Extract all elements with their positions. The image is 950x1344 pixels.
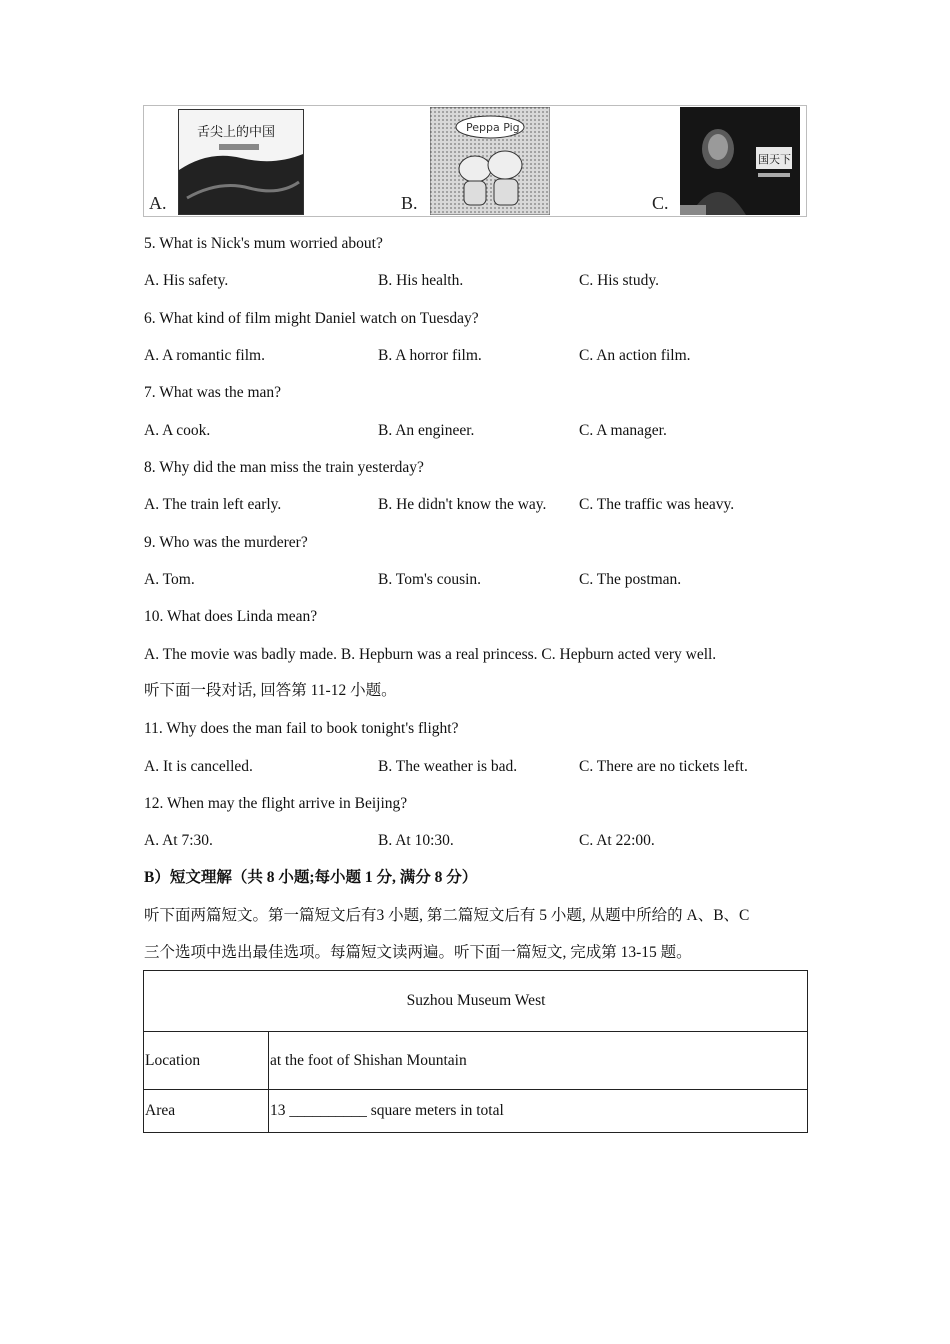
q8-option-c: C. The traffic was heavy. — [579, 496, 735, 513]
q5-option-b: B. His health. — [378, 272, 464, 289]
picture-b-letter: B. — [401, 193, 418, 213]
question-8: 8. Why did the man miss the train yesterday? — [144, 459, 424, 476]
q12-option-a: A. At 7:30. — [144, 832, 213, 849]
q7-option-a: A. A cook. — [144, 422, 211, 439]
question-7: 7. What was the man? — [144, 384, 282, 401]
q5-option-a: A. His safety. — [144, 272, 229, 289]
picture-a-caption: 舌尖上的中国 — [197, 125, 276, 140]
picture-options — [143, 105, 807, 217]
row-label-location: Location — [144, 1032, 269, 1090]
q7-option-b: B. An engineer. — [378, 422, 475, 439]
q12-option-b: B. At 10:30. — [378, 832, 454, 849]
q8-option-b: B. He didn't know the way. — [378, 496, 547, 513]
table-title: Suzhou Museum West — [144, 971, 808, 1032]
picture-a-letter: A. — [149, 193, 167, 213]
q6-option-c: C. An action film. — [579, 347, 691, 364]
q10-options-line: A. The movie was badly made. B. Hepburn was a real princess. C. Hepburn acted very well. — [144, 646, 717, 663]
picture-b-cartoon — [430, 107, 550, 215]
q11-option-a: A. It is cancelled. — [144, 758, 253, 775]
picture-a-tv-show — [178, 109, 304, 215]
q12-option-c: C. At 22:00. — [579, 832, 655, 849]
q9-option-b: B. Tom's cousin. — [378, 571, 482, 588]
section-b-heading: B）短文理解（共 8 小题;每小题 1 分, 满分 8 分） — [144, 869, 478, 886]
dialogue-instruction: 听下面一段对话, 回答第 11-12 小题。 — [144, 682, 397, 699]
section-b-instruction-1: 听下面两篇短文。第一篇短文后有3 小题, 第二篇短文后有 5 小题, 从题中所给的 A、B、C — [144, 907, 750, 924]
question-5: 5. What is Nick's mum worried about? — [144, 235, 383, 252]
q6-option-a: A. A romantic film. — [144, 347, 265, 364]
question-12: 12. When may the flight arrive in Beijing? — [144, 795, 408, 812]
q8-option-a: A. The train left early. — [144, 496, 282, 513]
question-6: 6. What kind of film might Daniel watch on Tuesday? — [144, 310, 479, 327]
table-row — [144, 1032, 808, 1090]
q9-option-c: C. The postman. — [579, 571, 682, 588]
section-b-instruction-2: 三个选项中选出最佳选项。每篇短文读两遍。听下面一篇短文, 完成第 13-15 题。 — [144, 944, 692, 961]
question-9: 9. Who was the murderer? — [144, 534, 308, 551]
q5-option-c: C. His study. — [579, 272, 659, 289]
q7-option-c: C. A manager. — [579, 422, 667, 439]
row-label-area: Area — [144, 1090, 269, 1133]
question-10: 10. What does Linda mean? — [144, 608, 318, 625]
row-value-location: at the foot of Shishan Mountain — [269, 1032, 808, 1090]
question-11: 11. Why does the man fail to book tonight's flight? — [144, 720, 459, 737]
info-table — [143, 970, 808, 1133]
q11-option-b: B. The weather is bad. — [378, 758, 518, 775]
row-value-area: 13 __________ square meters in total — [269, 1090, 808, 1133]
q6-option-b: B. A horror film. — [378, 347, 482, 364]
table-row — [144, 1090, 808, 1133]
picture-c-drama-poster — [680, 107, 800, 215]
picture-c-caption: 国天下 — [758, 153, 791, 166]
q9-option-a: A. Tom. — [144, 571, 195, 588]
picture-c-letter: C. — [652, 193, 669, 213]
picture-b-caption: Peppa Pig — [466, 121, 520, 134]
q11-option-c: C. There are no tickets left. — [579, 758, 748, 775]
